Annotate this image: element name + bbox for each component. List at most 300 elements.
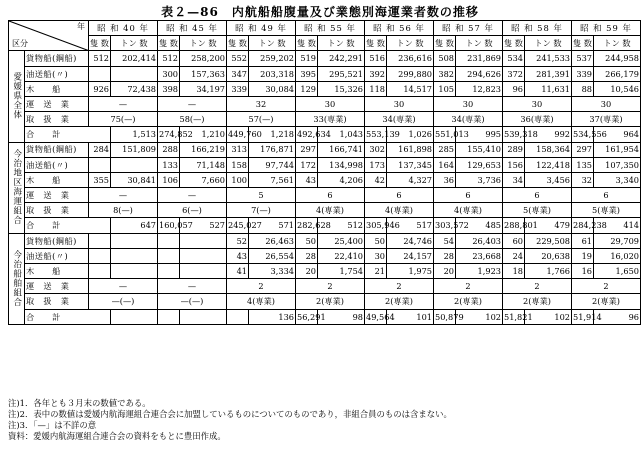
tons-cell: 107,350	[594, 157, 641, 172]
footnote-1: 注)1．各年とも３月末の数値である。	[8, 398, 151, 408]
handling-count: 4(専業)	[296, 203, 365, 218]
row-label: 木 船	[25, 264, 89, 279]
tons-header: トン 数	[387, 36, 434, 51]
group-name: 愛媛県全体	[11, 72, 22, 120]
handling-count: 2(専業)	[434, 294, 503, 309]
tons-cell: 161,898	[387, 142, 434, 157]
ships-cell: 61	[572, 233, 594, 248]
ships-cell: 102	[456, 309, 503, 324]
tons-cell: 3,736	[456, 172, 503, 187]
ships-cell: 964	[594, 127, 641, 142]
ships-cell: 30	[365, 248, 387, 263]
handling-count: 4(専業)	[434, 203, 503, 218]
transport-count: —	[158, 188, 227, 203]
tons-cell: 56,291	[296, 309, 318, 324]
table-row	[9, 66, 641, 81]
tons-cell: 155,410	[456, 142, 503, 157]
tons-cell: 151,809	[111, 142, 158, 157]
row-label: 運 送 業	[25, 96, 89, 111]
ships-cell: 355	[89, 172, 111, 187]
handling-count: 34(専業)	[434, 112, 503, 127]
ships-cell: 995	[456, 127, 503, 142]
ships-cell: 339	[572, 66, 594, 81]
transport-count: 2	[227, 279, 296, 294]
tons-cell: 244,958	[594, 51, 641, 66]
ships-cell: 285	[434, 142, 456, 157]
ships-cell: 414	[594, 218, 641, 233]
ships-header: 隻 数	[434, 36, 456, 51]
ships-cell: 1,218	[249, 127, 296, 142]
tons-cell: 26,403	[456, 233, 503, 248]
ships-cell: 28	[434, 248, 456, 263]
ships-cell: 392	[365, 66, 387, 81]
table-row	[9, 112, 641, 127]
corner-category-label: 区分	[12, 39, 28, 49]
tons-cell: 51,821	[503, 309, 525, 324]
handling-count: 5(専業)	[503, 203, 572, 218]
tons-cell: 305,946	[365, 218, 387, 233]
tons-cell: 129,653	[456, 157, 503, 172]
ships-cell: 297	[572, 142, 594, 157]
table-row	[9, 233, 641, 248]
tons-header: トン 数	[318, 36, 365, 51]
transport-count: —	[89, 279, 158, 294]
handling-count: 75(—)	[89, 112, 158, 127]
tons-cell: 4,206	[318, 172, 365, 187]
transport-count: —	[158, 279, 227, 294]
ships-cell: 534	[503, 51, 525, 66]
tons-cell: 157,363	[180, 66, 227, 81]
ships-cell: 34	[503, 172, 525, 187]
tons-cell: 14,517	[387, 81, 434, 96]
ships-cell: 508	[434, 51, 456, 66]
tons-cell: 245,027	[227, 218, 249, 233]
handling-count: 6(—)	[158, 203, 227, 218]
row-label: 油送船(〃)	[25, 66, 89, 81]
tons-cell: 553,139	[365, 127, 387, 142]
handling-count: —(—)	[158, 294, 227, 309]
ships-header: 隻 数	[503, 36, 525, 51]
tons-cell: 34,197	[180, 81, 227, 96]
ships-cell: 1,210	[180, 127, 227, 142]
handling-count: 2(専業)	[503, 294, 572, 309]
tons-cell: 3,340	[594, 172, 641, 187]
year-header: 昭 和 59 年	[572, 21, 641, 36]
ships-cell	[89, 66, 111, 81]
tons-cell: 20,638	[525, 248, 572, 263]
tons-cell: 3,334	[249, 264, 296, 279]
tons-cell: 539,318	[503, 127, 525, 142]
row-label: 取 扱 業	[25, 112, 89, 127]
footnote-2: 注)2．表中の数値は愛媛内航海運組合連合会に加盟しているものについてのものであり，非組合員のものは含まない。	[8, 409, 452, 419]
group-name: 今治地区海運組合	[11, 148, 22, 225]
ships-cell: 339	[227, 81, 249, 96]
table-row	[9, 51, 641, 66]
footnote-3: 注)3．「—」は不詳の意	[8, 420, 97, 430]
transport-count: 5	[227, 188, 296, 203]
ships-cell: 516	[365, 51, 387, 66]
tons-header: トン 数	[249, 36, 296, 51]
transport-count: 30	[434, 96, 503, 111]
ships-cell: 136	[249, 309, 296, 324]
tons-cell: 4,327	[387, 172, 434, 187]
tons-cell	[180, 264, 227, 279]
ships-cell: 52	[227, 233, 249, 248]
row-label: 貨物船(鋼船)	[25, 142, 89, 157]
ships-cell: 992	[525, 127, 572, 142]
transport-count: 30	[365, 96, 434, 111]
row-label: 取 扱 業	[25, 294, 89, 309]
table-row	[9, 157, 641, 172]
table-row	[9, 279, 641, 294]
handling-count: 33(専業)	[296, 112, 365, 127]
row-label: 貨物船(鋼船)	[25, 51, 89, 66]
ships-cell: 512	[318, 218, 365, 233]
ships-cell: 395	[296, 66, 318, 81]
row-label: 運 送 業	[25, 188, 89, 203]
transport-count: 6	[503, 188, 572, 203]
ships-cell: 43	[227, 248, 249, 263]
ships-cell: 19	[572, 248, 594, 263]
ships-cell: 313	[227, 142, 249, 157]
tons-cell: 7,660	[180, 172, 227, 187]
tons-cell: 241,533	[525, 51, 572, 66]
ships-cell: 135	[572, 157, 594, 172]
table-title: 表２—86 内航船船腹量及び業態別海運業者数の推移	[161, 5, 479, 19]
tons-cell: 166,741	[318, 142, 365, 157]
transport-count: 6	[572, 188, 641, 203]
tons-cell: 288,801	[503, 218, 525, 233]
ships-cell	[111, 309, 158, 324]
handling-count: 4(専業)	[365, 203, 434, 218]
tons-cell: 1,766	[525, 264, 572, 279]
ships-cell	[89, 233, 111, 248]
row-label: 取 扱 業	[25, 203, 89, 218]
handling-count: 37(専業)	[572, 112, 641, 127]
tons-cell: 30,841	[111, 172, 158, 187]
row-label: 合 計	[25, 127, 111, 142]
ships-cell: 88	[572, 81, 594, 96]
tons-cell: 295,521	[318, 66, 365, 81]
tons-cell	[111, 157, 158, 172]
header-row-units	[9, 36, 641, 51]
ships-cell: 36	[434, 172, 456, 187]
row-label: 木 船	[25, 81, 89, 96]
tons-cell: 29,709	[594, 233, 641, 248]
tons-cell: 24,746	[387, 233, 434, 248]
table-row	[9, 294, 641, 309]
ships-cell: 517	[387, 218, 434, 233]
tons-cell: 3,456	[525, 172, 572, 187]
ships-cell: 302	[365, 142, 387, 157]
ships-cell: 1,026	[387, 127, 434, 142]
tons-cell: 160,057	[158, 218, 180, 233]
transport-count: 6	[434, 188, 503, 203]
ships-cell: 537	[572, 51, 594, 66]
ships-cell: 20	[296, 264, 318, 279]
tons-cell: 203,318	[249, 66, 296, 81]
ships-cell: 300	[158, 66, 180, 81]
footnote-source: 資料：愛媛内航海運組合連合会の資料をもとに豊田作成。	[8, 431, 226, 441]
tons-cell: 161,954	[594, 142, 641, 157]
tons-header: トン 数	[525, 36, 572, 51]
ships-cell: 50	[296, 233, 318, 248]
tons-cell: 166,219	[180, 142, 227, 157]
tons-cell	[180, 248, 227, 263]
tons-header: トン 数	[456, 36, 503, 51]
ships-cell: 98	[318, 309, 365, 324]
ships-cell	[158, 233, 180, 248]
tons-cell: 274,852	[158, 127, 180, 142]
corner-cell	[9, 21, 89, 51]
tons-cell: 551,013	[434, 127, 456, 142]
handling-count: 58(—)	[158, 112, 227, 127]
tons-cell: 534,556	[572, 127, 594, 142]
tons-cell: 122,418	[525, 157, 572, 172]
tons-cell: 51,914	[572, 309, 594, 324]
vessel-tonnage-table	[8, 20, 641, 325]
tons-cell	[111, 66, 158, 81]
row-label: 油送船(〃)	[25, 248, 89, 263]
row-label: 運 送 業	[25, 279, 89, 294]
tons-header: トン 数	[180, 36, 227, 51]
table-row	[9, 96, 641, 111]
tons-cell: 242,291	[318, 51, 365, 66]
table-row	[9, 203, 641, 218]
corner-year-label: 年	[77, 22, 85, 31]
tons-cell: 30,084	[249, 81, 296, 96]
table-row	[9, 142, 641, 157]
tons-cell: 50,879	[434, 309, 456, 324]
tons-cell: 16,020	[594, 248, 641, 263]
ships-header: 隻 数	[296, 36, 318, 51]
ships-cell: 158	[227, 157, 249, 172]
transport-count: 2	[572, 279, 641, 294]
tons-cell	[111, 264, 158, 279]
ships-cell: 347	[227, 66, 249, 81]
ships-cell: 519	[296, 51, 318, 66]
ships-cell: 288	[158, 142, 180, 157]
tons-cell: 137,345	[387, 157, 434, 172]
tons-cell: 134,998	[318, 157, 365, 172]
ships-cell	[89, 157, 111, 172]
ships-cell: 118	[365, 81, 387, 96]
handling-count: 7(—)	[227, 203, 296, 218]
year-header: 昭 和 58 年	[503, 21, 572, 36]
handling-count: 36(専業)	[503, 112, 572, 127]
tons-cell: 26,554	[249, 248, 296, 263]
table-row	[9, 81, 641, 96]
tons-cell	[158, 309, 180, 324]
tons-cell: 1,754	[318, 264, 365, 279]
ships-cell: 42	[365, 172, 387, 187]
row-label: 油送船(〃)	[25, 157, 89, 172]
handling-count: 2(専業)	[572, 294, 641, 309]
ships-cell: 129	[296, 81, 318, 96]
transport-count: 2	[296, 279, 365, 294]
tons-cell: 10,546	[594, 81, 641, 96]
tons-header: トン 数	[111, 36, 158, 51]
tons-cell: 11,631	[525, 81, 572, 96]
ships-cell: 485	[456, 218, 503, 233]
tons-cell: 22,410	[318, 248, 365, 263]
ships-cell: 1,513	[111, 127, 158, 142]
transport-count: 6	[296, 188, 365, 203]
ships-cell	[180, 309, 227, 324]
tons-cell: 158,364	[525, 142, 572, 157]
tons-cell: 7,561	[249, 172, 296, 187]
tons-cell: 15,326	[318, 81, 365, 96]
ships-cell	[158, 248, 180, 263]
tons-cell: 294,626	[456, 66, 503, 81]
ships-cell: 382	[434, 66, 456, 81]
tons-cell: 176,871	[249, 142, 296, 157]
ships-cell: 24	[503, 248, 525, 263]
year-header: 昭 和 55 年	[296, 21, 365, 36]
handling-count: 34(専業)	[365, 112, 434, 127]
transport-count: 2	[434, 279, 503, 294]
transport-count: 6	[365, 188, 434, 203]
tons-header: トン 数	[594, 36, 641, 51]
tons-cell: 236,616	[387, 51, 434, 66]
tons-cell	[111, 248, 158, 263]
tons-cell: 449,760	[227, 127, 249, 142]
handling-count: 4(専業)	[227, 294, 296, 309]
ships-cell: 926	[89, 81, 111, 96]
tons-cell: 231,869	[456, 51, 503, 66]
tons-cell: 303,572	[434, 218, 456, 233]
ships-cell: 105	[434, 81, 456, 96]
ships-cell: 106	[158, 172, 180, 187]
footnotes	[8, 398, 634, 442]
handling-count: —(—)	[89, 294, 158, 309]
handling-count: 57(—)	[227, 112, 296, 127]
table-row	[9, 264, 641, 279]
ships-cell: 164	[434, 157, 456, 172]
ships-header: 隻 数	[158, 36, 180, 51]
ships-cell	[158, 264, 180, 279]
tons-cell: 266,179	[594, 66, 641, 81]
ships-cell: 571	[249, 218, 296, 233]
ships-cell: 297	[296, 142, 318, 157]
ships-cell: 172	[296, 157, 318, 172]
ships-cell: 512	[158, 51, 180, 66]
year-header: 昭 和 57 年	[434, 21, 503, 36]
transport-count: —	[89, 96, 158, 111]
tons-cell: 492,634	[296, 127, 318, 142]
row-label: 木 船	[25, 172, 89, 187]
tons-cell: 258,200	[180, 51, 227, 66]
ships-cell: 512	[89, 51, 111, 66]
ships-cell: 96	[503, 81, 525, 96]
handling-count: 2(専業)	[365, 294, 434, 309]
row-label: 合 計	[25, 309, 111, 324]
tons-cell: 49,564	[365, 309, 387, 324]
transport-count: 2	[503, 279, 572, 294]
row-label: 合 計	[25, 218, 111, 233]
transport-count: —	[158, 96, 227, 111]
tons-cell: 72,438	[111, 81, 158, 96]
handling-count: 5(専業)	[572, 203, 641, 218]
group-label	[9, 233, 25, 324]
tons-cell: 229,508	[525, 233, 572, 248]
ships-cell: 1,043	[318, 127, 365, 142]
ships-cell: 372	[503, 66, 525, 81]
ships-cell: 54	[434, 233, 456, 248]
header-row-years	[9, 21, 641, 36]
handling-count: 8(—)	[89, 203, 158, 218]
ships-cell: 96	[594, 309, 641, 324]
tons-cell: 12,823	[456, 81, 503, 96]
transport-count: 32	[227, 96, 296, 111]
ships-cell	[89, 248, 111, 263]
tons-cell: 97,744	[249, 157, 296, 172]
ships-cell: 527	[180, 218, 227, 233]
tons-cell: 71,148	[180, 157, 227, 172]
ships-cell: 28	[296, 248, 318, 263]
tons-cell: 202,414	[111, 51, 158, 66]
ships-cell: 552	[227, 51, 249, 66]
transport-count: 30	[503, 96, 572, 111]
tons-cell: 299,880	[387, 66, 434, 81]
tons-cell: 281,391	[525, 66, 572, 81]
year-header: 昭 和 49 年	[227, 21, 296, 36]
year-header: 昭 和 40 年	[89, 21, 158, 36]
tons-cell: 259,202	[249, 51, 296, 66]
total-row	[9, 127, 641, 142]
ships-cell: 101	[387, 309, 434, 324]
total-row	[9, 309, 641, 324]
ships-cell: 43	[296, 172, 318, 187]
table-row	[9, 248, 641, 263]
tons-cell: 284,238	[572, 218, 594, 233]
transport-count: 30	[572, 96, 641, 111]
group-label	[9, 51, 25, 142]
tons-cell: 26,463	[249, 233, 296, 248]
ships-cell: 284	[89, 142, 111, 157]
tons-cell: 1,650	[594, 264, 641, 279]
transport-count: 2	[365, 279, 434, 294]
ships-cell: 41	[227, 264, 249, 279]
group-label	[9, 142, 25, 233]
year-header: 昭 和 56 年	[365, 21, 434, 36]
tons-cell: 25,400	[318, 233, 365, 248]
tons-cell	[180, 233, 227, 248]
ships-cell: 289	[503, 142, 525, 157]
ships-cell: 479	[525, 218, 572, 233]
ships-header: 隻 数	[89, 36, 111, 51]
tons-cell	[111, 233, 158, 248]
ships-cell: 133	[158, 157, 180, 172]
table-row	[9, 188, 641, 203]
tons-cell: 24,157	[387, 248, 434, 263]
ships-cell: 156	[503, 157, 525, 172]
total-row	[9, 218, 641, 233]
tons-cell	[227, 309, 249, 324]
ships-cell: 32	[572, 172, 594, 187]
ships-cell: 102	[525, 309, 572, 324]
transport-count: 30	[296, 96, 365, 111]
year-header: 昭 和 45 年	[158, 21, 227, 36]
ships-cell: 647	[111, 218, 158, 233]
tons-cell: 1,923	[456, 264, 503, 279]
tons-cell: 1,975	[387, 264, 434, 279]
ships-cell: 173	[365, 157, 387, 172]
ships-cell: 398	[158, 81, 180, 96]
tons-cell: 282,628	[296, 218, 318, 233]
ships-cell	[89, 264, 111, 279]
ships-cell: 21	[365, 264, 387, 279]
